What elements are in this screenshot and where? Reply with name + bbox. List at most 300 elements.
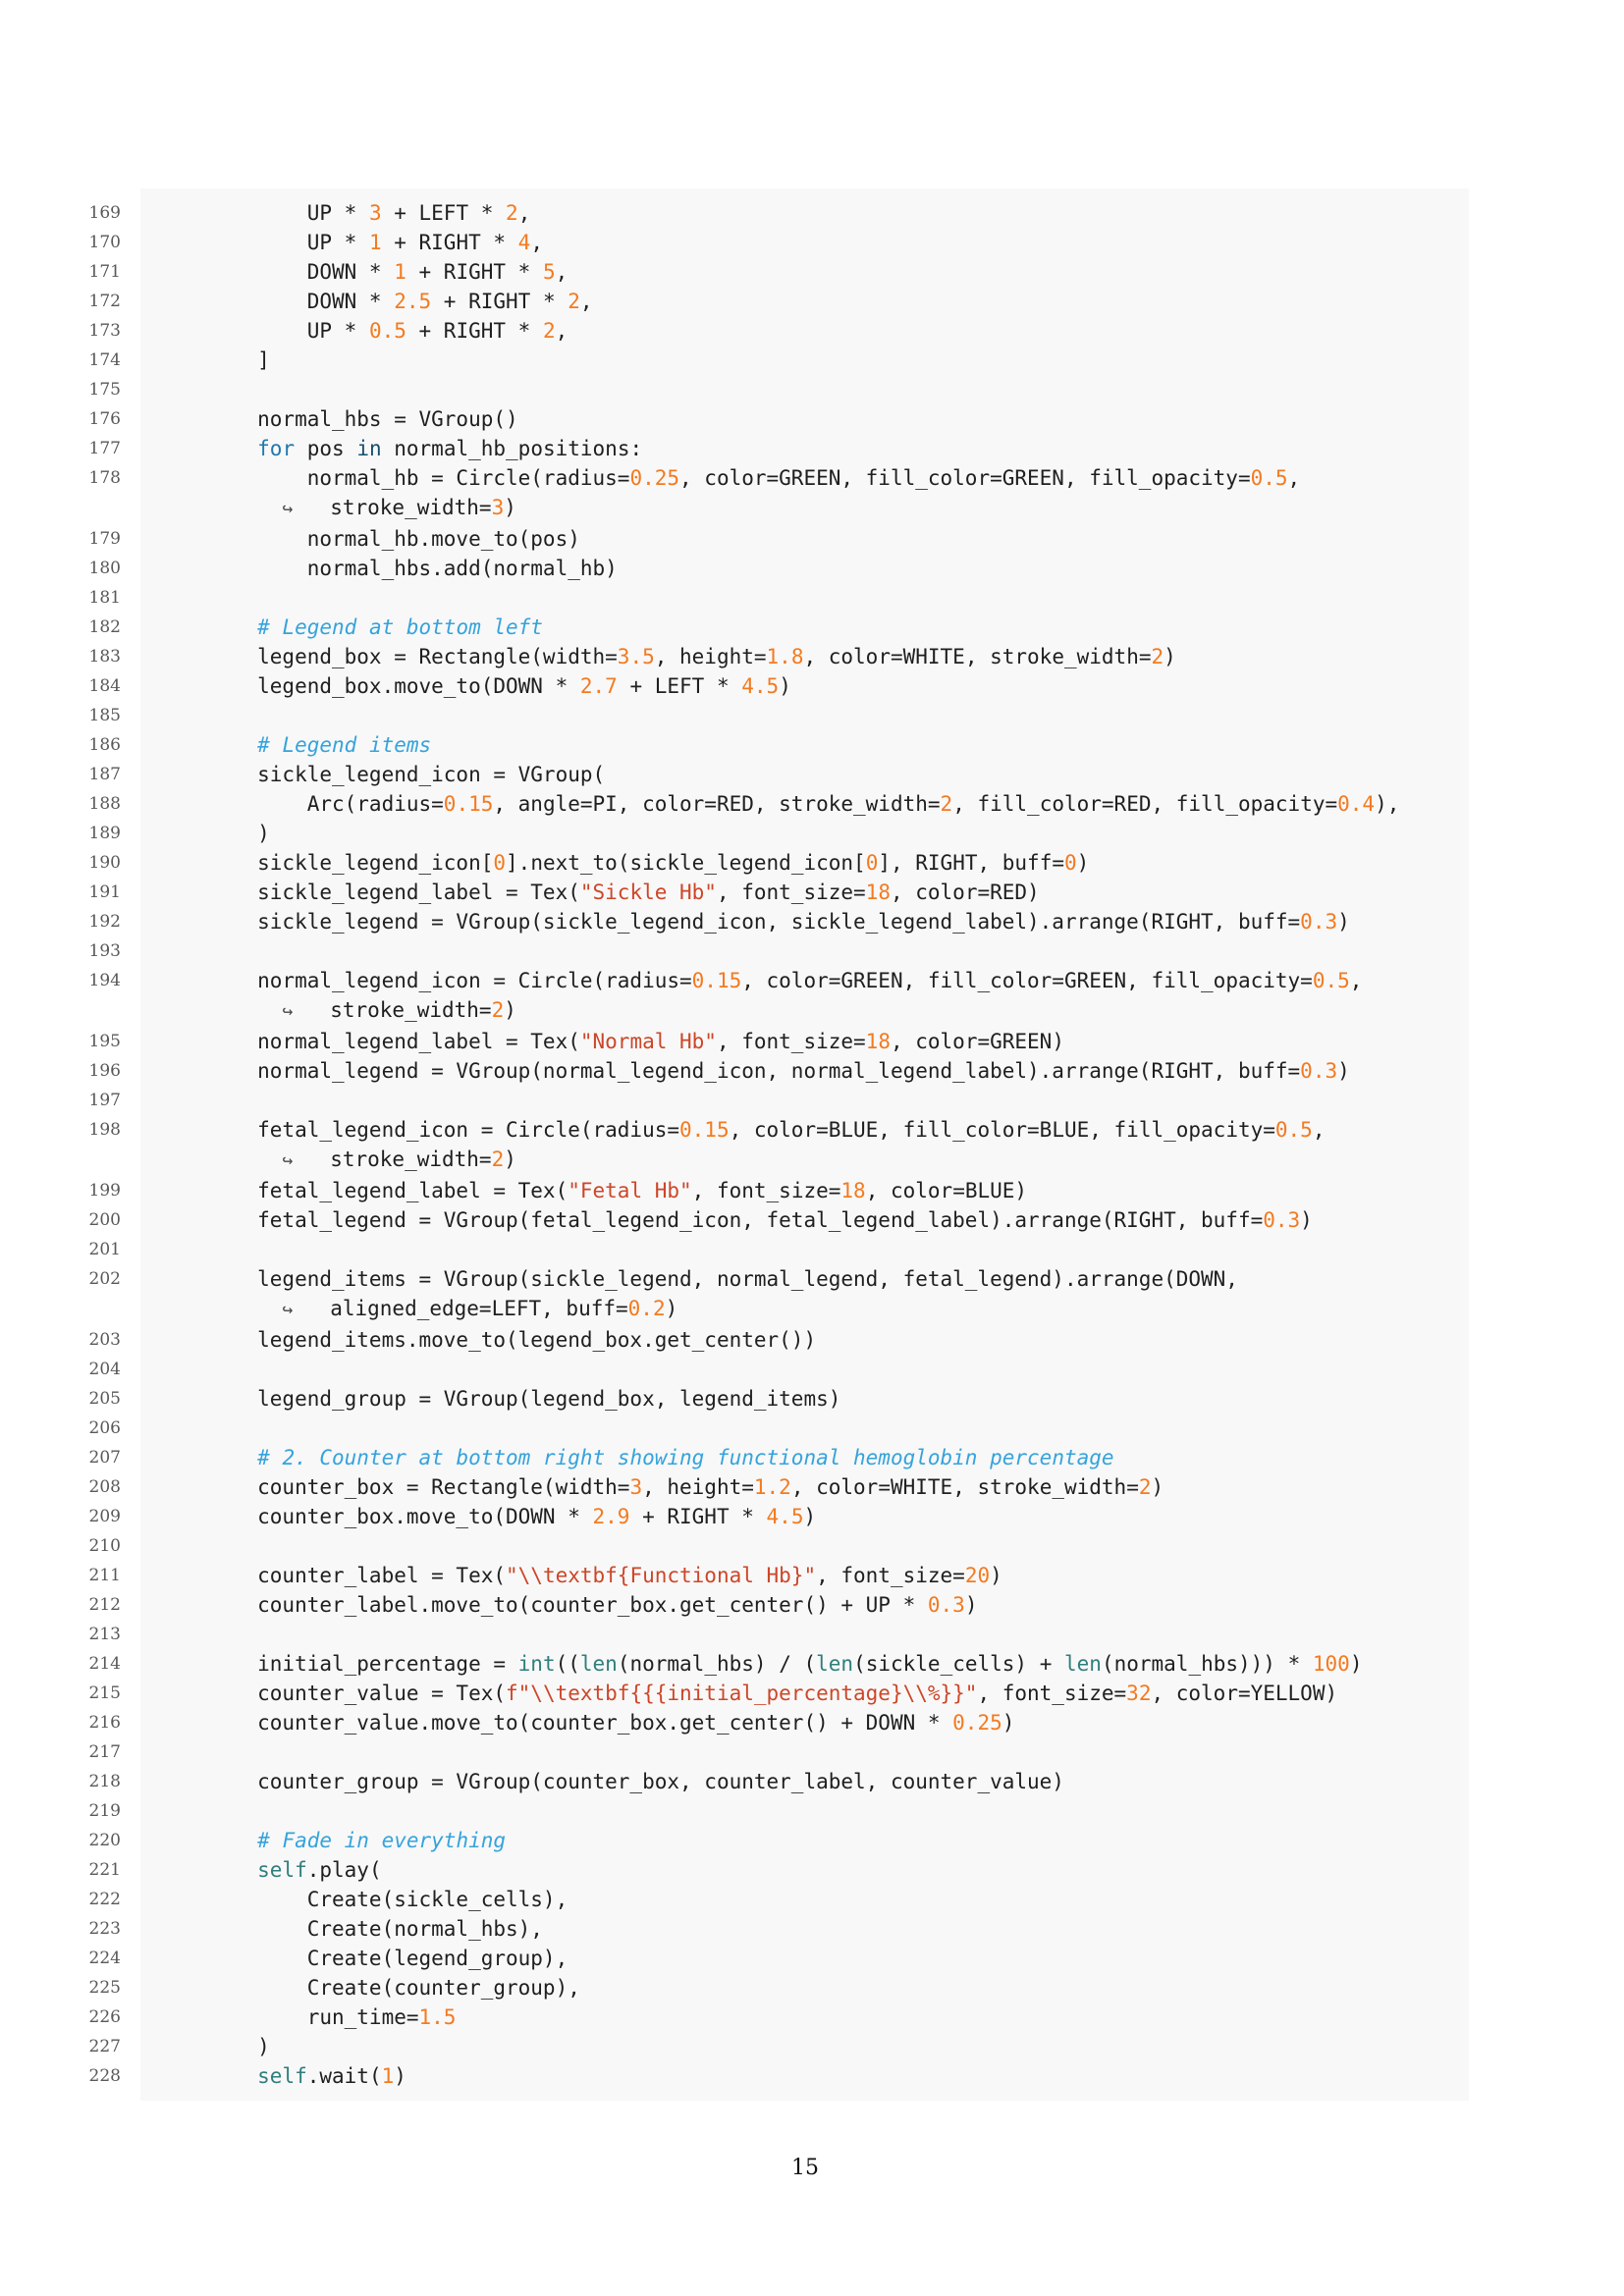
code-token: , [1287, 466, 1301, 490]
code-token: legend_box = Rectangle(width= [158, 645, 618, 668]
line-number: 202 [88, 1269, 121, 1289]
line-number: 188 [88, 794, 121, 814]
code-text [140, 1914, 1469, 1944]
code-line [59, 1027, 1469, 1056]
line-number: 211 [88, 1566, 121, 1585]
code-token: fetal_legend_icon = Circle(radius= [158, 1118, 680, 1142]
code-line [59, 1708, 1469, 1737]
code-token: Create(sickle_cells), [158, 1888, 568, 1911]
code-line [59, 966, 1469, 995]
code-text [140, 228, 1469, 257]
number-token: 18 [865, 881, 891, 904]
code-text [140, 1294, 1469, 1325]
code-line [59, 1205, 1469, 1235]
code-token: UP * [158, 231, 369, 254]
code-line [59, 1826, 1469, 1855]
code-line [59, 1737, 1469, 1767]
code-text [140, 2002, 1469, 2032]
code-line [59, 907, 1469, 936]
code-token: counter_value = Tex( [158, 1682, 507, 1705]
code-token: counter_value.move_to(counter_box.get_center() + DOWN * [158, 1711, 953, 1735]
code-line [59, 1264, 1469, 1294]
code-text [140, 819, 1469, 848]
line-number: 228 [88, 2066, 121, 2086]
code-text [140, 1205, 1469, 1235]
code-text [140, 1796, 1469, 1826]
code-text [140, 1414, 1469, 1443]
code-token [158, 2064, 257, 2088]
code-text [140, 1264, 1469, 1294]
code-text [140, 1176, 1469, 1205]
code-text [140, 493, 1469, 524]
code-token: UP * [158, 201, 369, 225]
code-line [59, 434, 1469, 463]
line-number: 205 [88, 1389, 121, 1409]
number-token: 1.5 [418, 2005, 457, 2029]
code-line [59, 404, 1469, 434]
number-token: 2.9 [592, 1505, 630, 1528]
code-token: UP * [158, 319, 369, 343]
code-token: ].next_to(sickle_legend_icon[ [506, 851, 866, 875]
code-token: normal_hbs.add(normal_hb) [158, 557, 618, 580]
code-text [140, 1944, 1469, 1973]
line-number: 198 [88, 1120, 121, 1140]
number-token: 3 [491, 496, 505, 519]
code-token [158, 1148, 282, 1171]
code-token: sickle_legend_icon = VGroup( [158, 763, 606, 786]
wrap-arrow-icon: ↪ [282, 1150, 294, 1171]
code-line [59, 642, 1469, 671]
code-wrap-line [59, 1145, 1469, 1176]
line-number: 170 [88, 233, 121, 252]
code-line [59, 613, 1469, 642]
code-token: ) [504, 1148, 516, 1171]
code-token: , color=BLUE, fill_color=BLUE, fill_opacity= [729, 1118, 1275, 1142]
line-number: 183 [88, 647, 121, 667]
line-number: 191 [88, 882, 121, 902]
code-token: ) [665, 1297, 678, 1320]
code-token: (normal_hbs) / ( [617, 1652, 817, 1676]
code-line [59, 1384, 1469, 1414]
code-token: ) [803, 1505, 817, 1528]
line-number: 214 [88, 1654, 121, 1674]
code-block-padding [59, 188, 1469, 198]
code-text [140, 1679, 1469, 1708]
number-token: 0 [493, 851, 507, 875]
code-token: , [1312, 1118, 1326, 1142]
code-token: , color=RED) [890, 881, 1040, 904]
code-wrap-line [59, 493, 1469, 524]
code-text [140, 463, 1469, 493]
number-token: 18 [840, 1179, 866, 1202]
code-line [59, 1855, 1469, 1885]
code-line [59, 936, 1469, 966]
number-token: 2 [491, 998, 505, 1022]
line-number: 222 [88, 1890, 121, 1909]
line-number [59, 995, 140, 1027]
code-text [140, 1443, 1469, 1472]
number-token: 4.5 [741, 674, 780, 698]
line-number: 220 [88, 1831, 121, 1850]
number-token: 2 [1151, 645, 1164, 668]
number-token: 0.3 [1300, 1059, 1338, 1083]
number-token: 0.15 [691, 969, 742, 992]
number-token: 2 [940, 792, 953, 816]
code-line [59, 257, 1469, 287]
code-line [59, 1235, 1469, 1264]
line-number: 176 [88, 409, 121, 429]
line-number: 169 [88, 203, 121, 223]
code-line [59, 1531, 1469, 1561]
code-line [59, 2032, 1469, 2061]
number-token: 0.5 [1250, 466, 1288, 490]
code-token: normal_legend = VGroup(normal_legend_icon, normal_legend_label).arrange(RIGHT, buff= [158, 1059, 1301, 1083]
code-text [140, 1531, 1469, 1561]
code-text [140, 1355, 1469, 1384]
code-token [158, 733, 257, 757]
code-text [140, 316, 1469, 346]
line-number [59, 1294, 140, 1325]
line-number: 206 [88, 1418, 121, 1438]
code-text [140, 1145, 1469, 1176]
code-token: ) [964, 1593, 978, 1617]
code-token: normal_hb = Circle(radius= [158, 466, 630, 490]
line-number: 221 [88, 1860, 121, 1880]
code-line [59, 1767, 1469, 1796]
code-line [59, 1414, 1469, 1443]
code-token: , [579, 290, 593, 313]
code-line [59, 1885, 1469, 1914]
code-token: legend_items.move_to(legend_box.get_center()) [158, 1328, 817, 1352]
line-number: 174 [88, 350, 121, 370]
line-number: 177 [88, 439, 121, 458]
code-text [140, 188, 1469, 198]
code-token: (normal_hbs))) * [1101, 1652, 1313, 1676]
code-line [59, 1561, 1469, 1590]
code-token: + RIGHT * [381, 231, 518, 254]
line-number: 190 [88, 853, 121, 873]
code-line [59, 819, 1469, 848]
comment-token: # 2. Counter at bottom right showing functional hemoglobin percentage [257, 1446, 1114, 1469]
code-text [140, 1027, 1469, 1056]
line-number: 200 [88, 1210, 121, 1230]
line-number: 204 [88, 1360, 121, 1379]
code-token: normal_hb_positions: [381, 437, 643, 460]
code-token: , color=GREEN, fill_color=GREEN, fill_opacity= [679, 466, 1251, 490]
code-token: + LEFT * [617, 674, 742, 698]
comment-token: # Legend items [257, 733, 432, 757]
code-text [140, 878, 1469, 907]
code-line [59, 848, 1469, 878]
comment-token: # Legend at bottom left [257, 615, 543, 639]
code-line [59, 730, 1469, 760]
number-token: 0.5 [1274, 1118, 1313, 1142]
code-token [158, 1858, 257, 1882]
code-line [59, 1679, 1469, 1708]
code-token: stroke_width= [293, 1148, 492, 1171]
line-number: 209 [88, 1507, 121, 1526]
code-text [140, 1973, 1469, 2002]
code-token: , font_size= [816, 1564, 965, 1587]
number-token: 0.5 [368, 319, 406, 343]
code-line [59, 316, 1469, 346]
code-token: normal_legend_icon = Circle(radius= [158, 969, 692, 992]
code-token [158, 1829, 257, 1852]
code-token: Create(counter_group), [158, 1976, 580, 2000]
code-line [59, 1620, 1469, 1649]
wrap-arrow-icon: ↪ [282, 1001, 294, 1022]
code-text [140, 1620, 1469, 1649]
line-number: 218 [88, 1772, 121, 1791]
code-line [59, 2061, 1469, 2091]
code-line [59, 1649, 1469, 1679]
code-token: ) [394, 2064, 406, 2088]
code-token: ) [779, 674, 791, 698]
line-number: 196 [88, 1061, 121, 1081]
code-text [140, 1235, 1469, 1264]
code-token: normal_hb.move_to(pos) [158, 527, 580, 551]
line-number [59, 1145, 140, 1176]
code-line [59, 1944, 1469, 1973]
code-text [140, 760, 1469, 789]
code-line [59, 198, 1469, 228]
operator-word-token: in [356, 437, 382, 460]
code-token: Arc(radius= [158, 792, 444, 816]
wrap-arrow-icon: ↪ [282, 499, 294, 519]
string-token: "Sickle Hb" [579, 881, 717, 904]
number-token: 100 [1312, 1652, 1350, 1676]
number-token: 2 [506, 201, 518, 225]
code-token: + RIGHT * [406, 260, 543, 284]
string-token: "Normal Hb" [579, 1030, 717, 1053]
code-line [59, 1325, 1469, 1355]
code-token: , color=YELLOW) [1151, 1682, 1338, 1705]
string-token: "Fetal Hb" [568, 1179, 692, 1202]
code-text [140, 2091, 1469, 2101]
code-token: ) [1337, 1059, 1350, 1083]
code-listing [59, 188, 1469, 2101]
code-token: , fill_color=RED, fill_opacity= [952, 792, 1338, 816]
code-token: ) [1164, 645, 1176, 668]
number-token: 1.2 [753, 1475, 791, 1499]
number-token: 0.3 [927, 1593, 965, 1617]
line-number: 192 [88, 912, 121, 932]
code-token: , [530, 231, 543, 254]
code-token: + RIGHT * [629, 1505, 767, 1528]
code-text [140, 1115, 1469, 1145]
code-token: .wait( [306, 2064, 382, 2088]
code-token [158, 615, 257, 639]
code-token: + LEFT * [381, 201, 507, 225]
number-token: 0.3 [1263, 1208, 1301, 1232]
number-token: 2 [542, 319, 556, 343]
code-token: , font_size= [716, 1030, 866, 1053]
number-token: 2.5 [394, 290, 432, 313]
line-number: 184 [88, 676, 121, 696]
code-token: ), [1375, 792, 1400, 816]
code-line [59, 287, 1469, 316]
line-number: 186 [88, 735, 121, 755]
code-text [140, 730, 1469, 760]
code-line [59, 1086, 1469, 1115]
number-token: 3.5 [617, 645, 655, 668]
code-text [140, 789, 1469, 819]
code-text [140, 1855, 1469, 1885]
line-number: 173 [88, 321, 121, 341]
code-token: DOWN * [158, 290, 395, 313]
code-token [158, 1297, 282, 1320]
code-text [140, 1708, 1469, 1737]
code-token: stroke_width= [293, 998, 492, 1022]
code-text [140, 2061, 1469, 2091]
code-token: ) [158, 822, 270, 845]
number-token: 4.5 [766, 1505, 804, 1528]
code-line [59, 1355, 1469, 1384]
code-token: ) [1076, 851, 1090, 875]
line-number: 171 [88, 262, 121, 282]
code-line [59, 760, 1469, 789]
line-number: 189 [88, 824, 121, 843]
line-number: 227 [88, 2037, 121, 2056]
code-text [140, 404, 1469, 434]
code-text [140, 2032, 1469, 2061]
line-number: 203 [88, 1330, 121, 1350]
code-line [59, 1796, 1469, 1826]
line-number: 187 [88, 765, 121, 784]
code-token [158, 1446, 257, 1469]
code-line [59, 701, 1469, 730]
code-line [59, 1115, 1469, 1145]
code-text [140, 1384, 1469, 1414]
code-token: counter_group = VGroup(counter_box, counter_label, counter_value) [158, 1770, 1064, 1793]
code-text [140, 346, 1469, 375]
code-line [59, 375, 1469, 404]
line-number: 213 [88, 1625, 121, 1644]
builtin-token: self [257, 1858, 307, 1882]
number-token: 3 [629, 1475, 643, 1499]
line-number: 175 [88, 380, 121, 400]
code-token: , font_size= [691, 1179, 841, 1202]
code-line [59, 1914, 1469, 1944]
code-token: ) [1337, 910, 1350, 934]
code-token: run_time= [158, 2005, 419, 2029]
builtin-token: len [816, 1652, 854, 1676]
line-number: 208 [88, 1477, 121, 1497]
line-number: 199 [88, 1181, 121, 1201]
line-number: 180 [88, 559, 121, 578]
code-block-padding [59, 2091, 1469, 2101]
code-token: ) [158, 2035, 270, 2058]
code-token: ) [504, 496, 516, 519]
code-token: ) [1001, 1711, 1015, 1735]
code-token: ) [1300, 1208, 1313, 1232]
code-text [140, 995, 1469, 1027]
code-token: normal_legend_label = Tex( [158, 1030, 580, 1053]
code-line [59, 1472, 1469, 1502]
code-text [140, 554, 1469, 583]
number-token: 0 [1064, 851, 1077, 875]
code-text [140, 1649, 1469, 1679]
code-token: pos [295, 437, 357, 460]
code-text [140, 287, 1469, 316]
code-token: DOWN * [158, 260, 395, 284]
number-token: 1 [394, 260, 406, 284]
line-number: 193 [88, 941, 121, 961]
code-token: , font_size= [977, 1682, 1127, 1705]
code-token: , angle=PI, color=RED, stroke_width= [493, 792, 941, 816]
code-line [59, 789, 1469, 819]
number-token: 0.15 [679, 1118, 730, 1142]
code-wrap-line [59, 1294, 1469, 1325]
builtin-token: len [579, 1652, 618, 1676]
code-line [59, 554, 1469, 583]
code-token: ] [158, 348, 270, 372]
keyword-token: for [257, 437, 296, 460]
code-token [158, 496, 282, 519]
code-text [140, 1590, 1469, 1620]
code-text [140, 907, 1469, 936]
code-token: ) [1151, 1475, 1164, 1499]
line-number: 172 [88, 292, 121, 311]
code-token: , [555, 319, 568, 343]
code-token: + RIGHT * [406, 319, 543, 343]
builtin-token: len [1064, 1652, 1102, 1676]
line-number: 224 [88, 1949, 121, 1968]
line-number: 223 [88, 1919, 121, 1939]
code-text [140, 524, 1469, 554]
code-token: normal_hbs = VGroup() [158, 407, 518, 431]
code-token: Create(legend_group), [158, 1947, 568, 1970]
comment-token: # Fade in everything [257, 1829, 507, 1852]
builtin-token: int [517, 1652, 556, 1676]
code-token: , height= [654, 645, 767, 668]
code-text [140, 1056, 1469, 1086]
code-token: , color=WHITE, stroke_width= [790, 1475, 1139, 1499]
number-token: 1 [381, 2064, 395, 2088]
line-number: 195 [88, 1032, 121, 1051]
code-text [140, 1885, 1469, 1914]
line-number: 178 [88, 468, 121, 488]
code-token: aligned_edge=LEFT, buff= [293, 1297, 628, 1320]
number-token: 4 [517, 231, 531, 254]
code-line [59, 2002, 1469, 2032]
code-text [140, 1502, 1469, 1531]
line-number: 181 [88, 588, 121, 608]
number-token: 0.5 [1312, 969, 1350, 992]
code-line [59, 1176, 1469, 1205]
code-line [59, 228, 1469, 257]
line-number: 226 [88, 2007, 121, 2027]
code-text [140, 583, 1469, 613]
string-token: "\\textbf{Functional Hb}" [506, 1564, 817, 1587]
builtin-token: self [257, 2064, 307, 2088]
wrap-arrow-icon: ↪ [282, 1300, 294, 1320]
line-number: 219 [88, 1801, 121, 1821]
code-line [59, 346, 1469, 375]
code-text [140, 936, 1469, 966]
number-token: 2 [491, 1148, 505, 1171]
code-line [59, 878, 1469, 907]
number-token: 5 [542, 260, 556, 284]
code-text [140, 375, 1469, 404]
number-token: 1.8 [766, 645, 804, 668]
line-number: 225 [88, 1978, 121, 1998]
code-text [140, 642, 1469, 671]
code-token: , color=WHITE, stroke_width= [803, 645, 1152, 668]
line-number [59, 2091, 140, 2101]
line-number [59, 188, 140, 198]
code-text [140, 1561, 1469, 1590]
